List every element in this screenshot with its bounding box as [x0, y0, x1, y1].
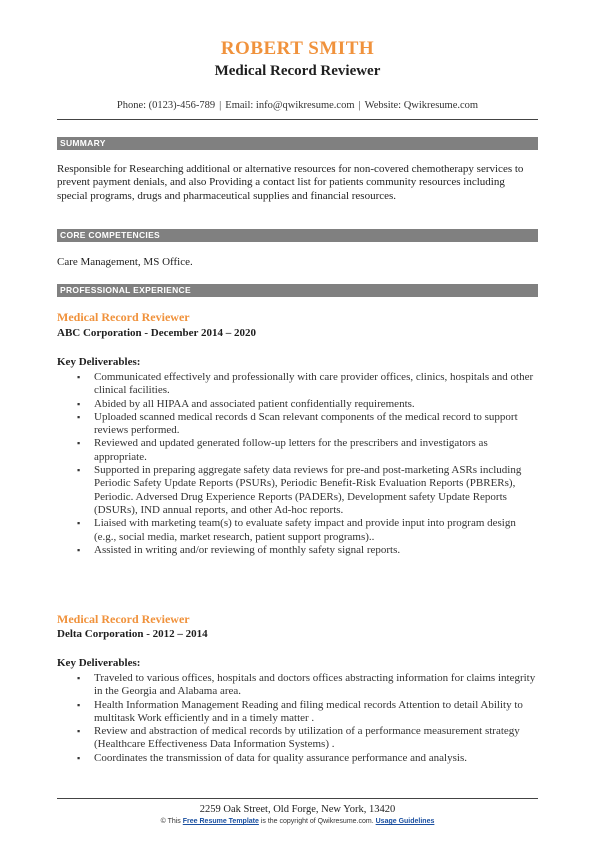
bullet-icon: ▪ — [77, 544, 81, 555]
contact-website: Website: Qwikresume.com — [364, 100, 479, 111]
list-item — [57, 544, 538, 557]
copyright-middle: is the copyright of Qwikresume.com. — [260, 818, 374, 825]
experience-heading: PROFESSIONAL EXPERIENCE — [57, 284, 538, 297]
job-title: Medical Record Reviewer — [57, 612, 190, 626]
list-item — [57, 398, 538, 411]
bullet-icon: ▪ — [77, 372, 81, 382]
bullet-icon: ▪ — [77, 411, 81, 422]
list-item-text: Supported in preparing aggregate safety data reviews for pre-and post-marketing ASRs including Periodic Safety Update Reports (PSURs), Periodic Benefit-Risk Evaluation Reports (PBRERs), Periodic. Adversed Drug Experience Reports (PADERs), Development safety Update Reports (DSURs), IND annual reports, and other Ad-hoc reports. — [94, 464, 522, 516]
list-item-text: Uploaded scanned medical records d Scan relevant components of the medical record to support reviews performed. — [94, 410, 518, 437]
bullet-icon: ▪ — [77, 398, 81, 409]
list-item-text: Assisted in writing and/or reviewing of monthly safety signal reports. — [94, 543, 401, 556]
list-item — [57, 437, 538, 464]
bullet-icon: ▪ — [77, 752, 81, 763]
bullet-icon: ▪ — [77, 673, 81, 683]
list-item-text: Communicated effectively and professionally with care provider offices, clinics, hospitals and other clinical facilities. — [94, 371, 534, 397]
footer-copyright — [0, 818, 595, 825]
list-item-text: Abided by all HIPAA and associated patient confidentially requirements. — [94, 397, 415, 410]
deliverables-list — [57, 371, 538, 557]
competencies-heading: CORE COMPETENCIES — [57, 229, 538, 242]
summary-heading: SUMMARY — [57, 137, 538, 150]
usage-guidelines-link[interactable]: Usage Guidelines — [375, 818, 435, 825]
candidate-name: ROBERT SMITH — [220, 38, 375, 59]
list-item-text: Liaised with marketing team(s) to evaluate safety impact and provide input into program design (e.g., social media, market research, patient support programs).. — [94, 517, 516, 543]
list-item — [57, 464, 538, 517]
list-item — [57, 672, 538, 699]
job-company: ABC Corporation - December 2014 – 2020 — [57, 327, 256, 339]
list-item-text: Reviewed and updated generated follow-up letters for the prescribers and investigators as appropriate. — [94, 437, 488, 463]
contact-line — [0, 100, 595, 111]
competencies-text: Care Management, MS Office. — [57, 256, 193, 268]
list-item — [57, 371, 538, 398]
copyright-prefix: © This — [160, 818, 181, 825]
contact-email: Email: info@qwikresume.com — [225, 100, 355, 111]
bullet-icon: ▪ — [77, 438, 81, 449]
list-item — [57, 699, 538, 726]
bullet-icon: ▪ — [77, 465, 81, 476]
footer-address: 2259 Oak Street, Old Forge, New York, 13420 — [199, 804, 396, 815]
bullet-icon: ▪ — [77, 699, 81, 710]
list-item-text: Review and abstraction of medical records by utilization of a performance measurement strategy (Healthcare Effectiveness Data Information Systems) . — [94, 725, 520, 751]
bullet-icon: ▪ — [77, 518, 81, 529]
list-item-text: Coordinates the transmission of data for quality assurance performance and analysis. — [94, 751, 467, 764]
key-deliverables-label: Key Deliverables: — [57, 356, 141, 368]
contact-separator: | — [219, 100, 222, 111]
footer-divider — [57, 798, 538, 799]
candidate-title: Medical Record Reviewer — [214, 63, 381, 79]
bullet-icon: ▪ — [77, 726, 81, 737]
contact-separator: | — [358, 100, 361, 111]
list-item-text: Traveled to various offices, hospitals and doctors offices abstracting information for claims integrity in the Georgia and Alabama area. — [94, 672, 536, 698]
list-item — [57, 517, 538, 544]
list-item — [57, 411, 538, 438]
list-item — [57, 752, 538, 765]
job-title: Medical Record Reviewer — [57, 310, 190, 324]
list-item — [57, 725, 538, 752]
free-resume-template-link[interactable]: Free Resume Template — [182, 818, 259, 825]
summary-text: Responsible for Researching additional or alternative resources for non-covered chemotherapy services to prevent payment denials, and also Providing a contact list for patients community resources including special programs, drugs and pharmaceutical supplies and financial resources. — [57, 163, 524, 202]
header-divider — [57, 119, 538, 120]
list-item-text: Health Information Management Reading and filing medical records Attention to detail Ability to multitask Work efficiently and in a timely matter . — [94, 698, 523, 724]
job-company: Delta Corporation - 2012 – 2014 — [57, 628, 208, 640]
key-deliverables-label: Key Deliverables: — [57, 657, 141, 669]
deliverables-list — [57, 672, 538, 765]
contact-phone: Phone: (0123)-456-789 — [116, 100, 216, 111]
